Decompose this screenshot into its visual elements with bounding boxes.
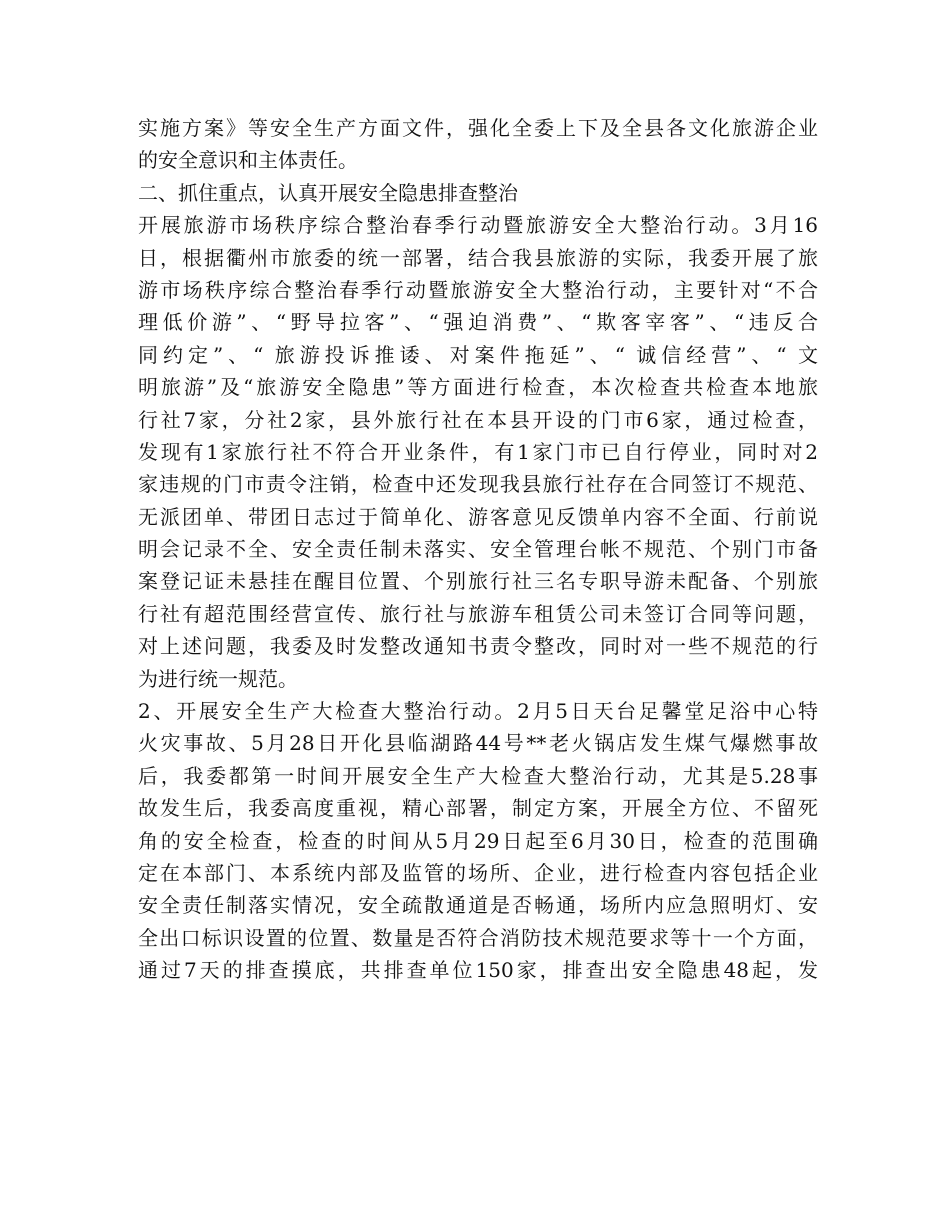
- text-line: 定在本部门、本系统内部及监管的场所、企业，进行检查内容包括企业: [138, 860, 818, 885]
- text-line: 的安全意识和主体责任。: [138, 148, 358, 173]
- text-line: 无派团单、带团日志过于简单化、游客意见反馈单内容不全面、行前说: [138, 504, 818, 529]
- text-line: 火灾事故、5月28日开化县临湖路44号**老火锅店发生煤气爆燃事故: [138, 731, 818, 756]
- text-line: 安全责任制落实情况，安全疏散通道是否畅通，场所内应急照明灯、安: [138, 893, 818, 918]
- text-line: 理低价游”、“野导拉客”、“强迫消费”、“欺客宰客”、“违反合: [138, 310, 818, 335]
- text-line: 游市场秩序综合整治春季行动暨旅游安全大整治行动，主要针对“不合: [138, 277, 818, 302]
- text-line: 同约定”、“ 旅游投诉推诿、对案件拖延”、“ 诚信经营”、“ 文: [138, 342, 818, 367]
- text-line: 行社7家，分社2家，县外旅行社在本县开设的门市6家，通过检查，: [138, 407, 818, 432]
- text-line: 日，根据衢州市旅委的统一部署，结合我县旅游的实际，我委开展了旅: [138, 245, 818, 270]
- text-line: 案登记证未悬挂在醒目位置、个别旅行社三名专职导游未配备、个别旅: [138, 569, 818, 594]
- text-line: 故发生后，我委高度重视，精心部署，制定方案，开展全方位、不留死: [138, 796, 818, 821]
- text-line: 行社有超范围经营宣传、旅行社与旅游车租赁公司未签订合同等问题，: [138, 601, 818, 626]
- text-line: 通过7天的排查摸底，共排查单位150家，排查出安全隐患48起，发: [138, 958, 818, 983]
- body-text: [138, 112, 818, 987]
- text-line: 角的安全检查，检查的时间从5月29日起至6月30日，检查的范围确: [138, 828, 818, 853]
- text-line: 全出口标识设置的位置、数量是否符合消防技术规范要求等十一个方面，: [138, 925, 818, 950]
- text-line: 发现有1家旅行社不符合开业条件，有1家门市已自行停业，同时对2: [138, 439, 818, 464]
- text-line: 明旅游”及“旅游安全隐患”等方面进行检查，本次检查共检查本地旅: [138, 375, 818, 400]
- text-line: 开展旅游市场秩序综合整治春季行动暨旅游安全大整治行动。3月16: [138, 213, 818, 238]
- text-line: 后，我委都第一时间开展安全生产大检查大整治行动，尤其是5.28事: [138, 763, 818, 788]
- text-line: 2、开展安全生产大检查大整治行动。2月5日天台足馨堂足浴中心特: [138, 699, 818, 724]
- text-line: 对上述问题，我委及时发整改通知书责令整改，同时对一些不规范的行: [138, 634, 818, 659]
- text-line: 实施方案》等安全生产方面文件，强化全委上下及全县各文化旅游企业: [138, 116, 818, 140]
- text-line: 为进行统一规范。: [138, 666, 298, 691]
- text-line: 明会记录不全、安全责任制未落实、安全管理台帐不规范、个别门市备: [138, 537, 818, 562]
- text-line: 家违规的门市责令注销，检查中还发现我县旅行社存在合同签订不规范、: [138, 472, 818, 497]
- text-line: 二、抓住重点，认真开展安全隐患排查整治: [138, 180, 518, 205]
